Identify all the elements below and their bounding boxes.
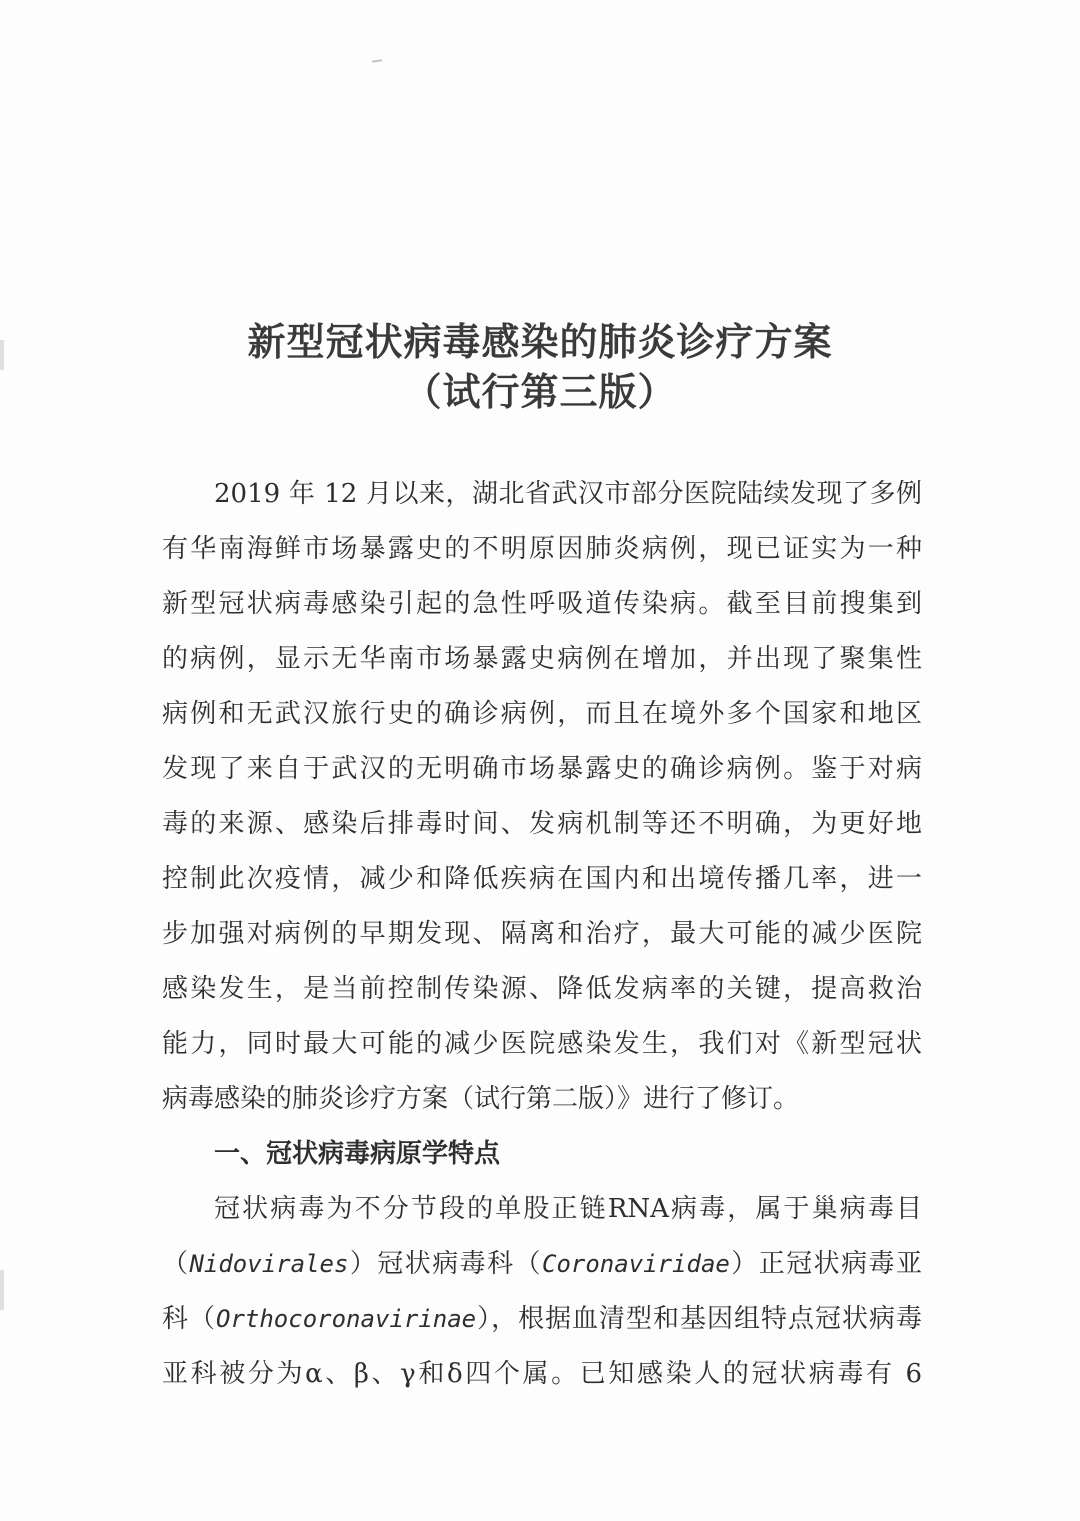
text-run: 科（ — [162, 1304, 216, 1334]
paragraph-line: 2019 年 12 月以来，湖北省武汉市部分医院陆续发现了多例 — [214, 479, 922, 509]
paragraph-line: 发现了来自于武汉的无明确市场暴露史的确诊病例。鉴于对病 — [162, 754, 922, 784]
paragraph-line: 有华南海鲜市场暴露史的不明原因肺炎病例，现已证实为一种 — [162, 534, 922, 564]
latin-name: Coronaviridae — [542, 1250, 730, 1278]
paragraph-line: 控制此次疫情，减少和降低疾病在国内和出境传播几率，进一 — [162, 864, 922, 894]
paragraph-line: 病例和无武汉旅行史的确诊病例，而且在境外多个国家和地区 — [162, 699, 922, 729]
document-title: 新型冠状病毒感染的肺炎诊疗方案 — [247, 320, 833, 364]
paragraph-line: 新型冠状病毒感染引起的急性呼吸道传染病。截至目前搜集到 — [162, 589, 922, 619]
paragraph-line: 冠状病毒为不分节段的单股正链RNA病毒，属于巢病毒目 — [214, 1194, 922, 1224]
paragraph-line: 的病例，显示无华南市场暴露史病例在增加，并出现了聚集性 — [162, 644, 922, 674]
paragraph-line: 步加强对病例的早期发现、隔离和治疗，最大可能的减少医院 — [162, 919, 922, 949]
paragraph-line: 亚科被分为α、β、γ和δ四个属。已知感染人的冠状病毒有 6 — [162, 1359, 922, 1389]
paragraph-line: 病毒感染的肺炎诊疗方案（试行第二版）》进行了修订。 — [162, 1084, 800, 1114]
paragraph-line: 能力，同时最大可能的减少医院感染发生，我们对《新型冠状 — [162, 1029, 922, 1059]
scan-edge-mark — [0, 1270, 4, 1310]
paragraph-line: 感染发生，是当前控制传染源、降低发病率的关键，提高救治 — [162, 974, 922, 1004]
text-run: ）正冠状病毒亚 — [729, 1249, 922, 1279]
text-run: （ — [162, 1249, 190, 1279]
document-subtitle: （试行第三版） — [403, 370, 677, 414]
text-run: ），根据血清型和基因组特点冠状病毒 — [476, 1304, 922, 1334]
paragraph-line — [162, 1236, 922, 1292]
section-heading: 一、冠状病毒病原学特点 — [214, 1139, 501, 1169]
text-run: ）冠状病毒科（ — [348, 1249, 542, 1279]
scan-speck — [372, 59, 382, 62]
latin-name: Nidovirales — [189, 1250, 349, 1278]
paragraph-line: 毒的来源、感染后排毒时间、发病机制等还不明确，为更好地 — [162, 809, 922, 839]
latin-name: Orthocoronavirinae — [216, 1305, 477, 1333]
paragraph-line — [162, 1291, 922, 1347]
